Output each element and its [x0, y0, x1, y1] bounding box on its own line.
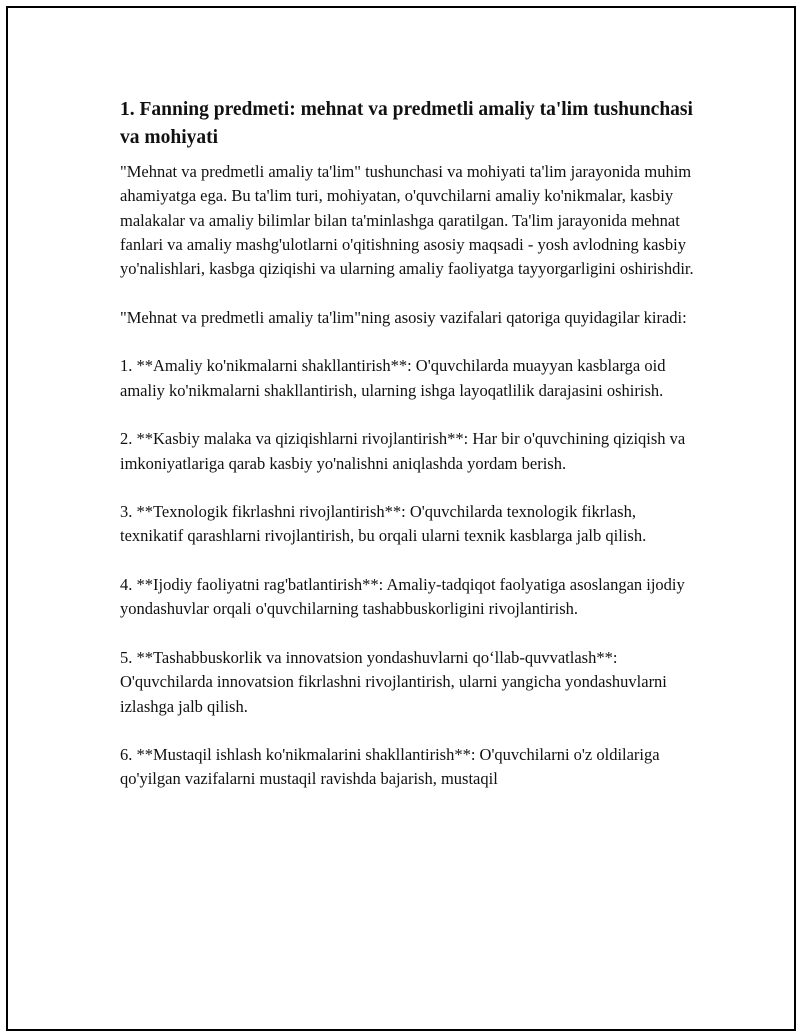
list-item: 2. **Kasbiy malaka va qiziqishlarni rivojlantirish**: Har bir o'quvchining qiziqish va imkoniyatlariga qarab kasbiy yo'nalishni aniqlashda yordam berish.	[120, 429, 686, 473]
page-frame	[6, 6, 796, 1031]
list-item: 5. **Tashabbuskorlik va innovatsion yondashuvlarni qo‘llab-quvvatlash**: O'quvchilarda innovatsion fikrlashni rivojlantirish, ularni yangicha yondashuvlarni izlashga jalb qilish.	[120, 647, 667, 716]
intro-paragraph: "Mehnat va predmetli amaliy ta'lim" tushunchasi va mohiyati ta'lim jarayonida muhim ahamiyatga ega. Bu ta'lim turi, mohiyatan, o'quvchilarni amaliy ko'nikmalar, kasbiy malakalar va amaliy bilimlar bilan ta'minlashga qaratilgan. Ta'lim jarayonida mehnat fanlari va amaliy mashg'ulotlarni o'qitishning asosiy maqsadi - yosh avlodning kasbiy yo'nalishlari, kasbga qiziqishi va ularning amaliy faoliyatga tayyorgarligini oshirishdir.	[120, 162, 694, 279]
tasks-intro-paragraph: "Mehnat va predmetli amaliy ta'lim"ning asosiy vazifalari qatoriga quyidagilar kiradi:	[120, 307, 687, 327]
list-item: 3. **Texnologik fikrlashni rivojlantirish**: O'quvchilarda texnologik fikrlash, texnikatif qarashlarni rivojlantirish, bu orqali ularni texnik kasblarga jalb qilish.	[120, 502, 647, 546]
list-item: 4. **Ijodiy faoliyatni rag'batlantirish**: Amaliy-tadqiqot faolyatiga asoslangan ijodiy yondashuvlar orqali o'quvchilarning tashabbuskorligini rivojlantirish.	[120, 575, 685, 619]
list-item: 1. **Amaliy ko'nikmalarni shakllantirish**: O'quvchilarda muayyan kasblarga oid amaliy ko'nikmalarni shakllantirish, ularning ishga layoqatlilik darajasini oshirish.	[120, 356, 666, 400]
section-heading: 1. Fanning predmeti: mehnat va predmetli amaliy ta'lim tushunchasi va mohiyati	[120, 99, 693, 148]
list-item: 6. **Mustaqil ishlash ko'nikmalarini shakllantirish**: O'quvchilarni o'z oldilariga qo'yilgan vazifalarni mustaqil ravishda bajarish, mustaqil	[120, 745, 660, 789]
document-body	[120, 96, 700, 816]
